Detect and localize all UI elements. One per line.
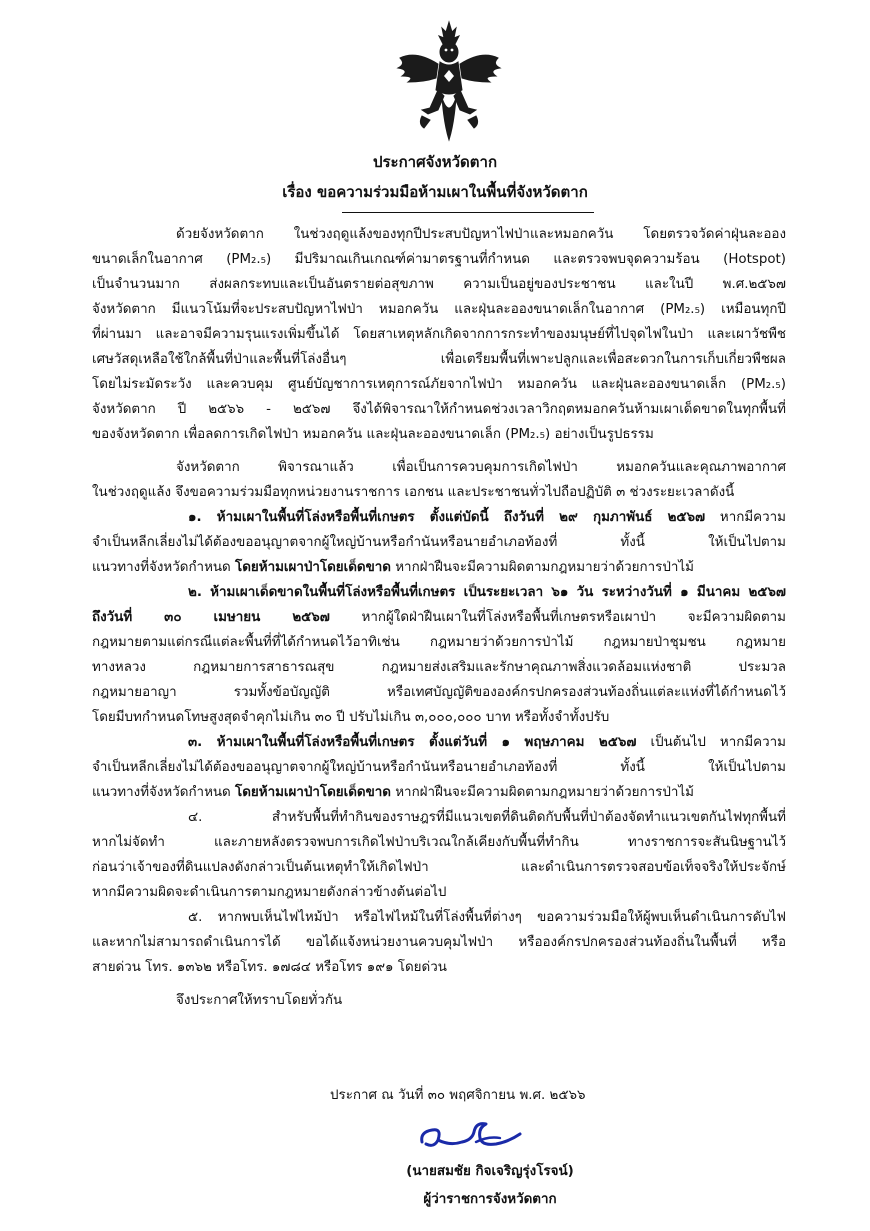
item-2-line: กฎหมายอาญา รวมทั้งข้อบัญญัติ หรือเทศบัญญัติขององค์กรปกครองส่วนท้องถิ่นแต่ละแห่งที่ได้กำหนดไว้ (92, 685, 786, 700)
item-2-line: ทางหลวง กฎหมายการสาธารณสุข กฎหมายส่งเสริมและรักษาคุณภาพสิ่งแวดล้อมแห่งชาติ ประมวล (92, 660, 786, 675)
intro-line: ที่ผ่านมา และอาจมีความรุนแรงเพิ่มขึ้นได้ โดยสาเหตุหลักเกิดจากการกระทำของมนุษย์ที่ไปจุดไฟในป่า และเผาวัชพืช (92, 327, 786, 342)
item-1-emphasis: โดยห้ามเผาป่าโดยเด็ดขาด (235, 560, 391, 575)
item-3-line (92, 780, 786, 805)
intro-line: เศษวัสดุเหลือใช้ใกล้พื้นที่ป่าและพื้นที่โล่งอื่นๆ เพื่อเตรียมพื้นที่เพาะปลูกและเพื่อสะดวกในการเก็บเกี่ยวพืชผล (92, 352, 786, 367)
item-1-tail: หากมีความ (705, 510, 786, 525)
item-4-line: หากไม่จัดทำ และภายหลังตรวจพบการเกิดไฟป่าบริเวณใกล้เคียงกับพื้นที่ทำกิน ทางราชการจะสันนิษฐานไว้ (92, 835, 786, 850)
item-1-lead: ๑. ห้ามเผาในพื้นที่โล่งหรือพื้นที่เกษตร ตั้งแต่บัดนี้ ถึงวันที่ ๒๙ กุมภาพันธ์ ๒๕๖๗ (188, 510, 706, 525)
item-1-text: แนวทางที่จังหวัดกำหนด (92, 560, 236, 575)
item-3-lead: ๓. ห้ามเผาในพื้นที่โล่งหรือพื้นที่เกษตร ตั้งแต่วันที่ ๑ พฤษภาคม ๒๕๖๗ (188, 735, 637, 750)
item-1-line (92, 555, 786, 580)
item-2-line: โดยมีบทกำหนดโทษสูงสุดจำคุกไม่เกิน ๓๐ ปี ปรับไม่เกิน ๓,๐๐๐,๐๐๐ บาท หรือทั้งจำทั้งปรับ (92, 710, 610, 725)
item-5: ๕. หากพบเห็นไฟไหม้ป่า หรือไฟไหม้ในที่โล่งพื้นที่ต่างๆ ขอความร่วมมือให้ผู้พบเห็นดำเนินการดับไฟ (188, 910, 786, 925)
closing-line: จึงประกาศให้ทราบโดยทั่วกัน (176, 993, 343, 1008)
item-2 (92, 580, 786, 605)
consider-line: ในช่วงฤดูแล้ง จึงขอความร่วมมือทุกหน่วยงานราชการ เอกชน และประชาชนทั่วไปถือปฏิบัติ ๓ ช่วงระยะเวลาดังนี้ (92, 485, 735, 500)
item-3-tail: เป็นต้นไป หากมีความ (636, 735, 786, 750)
divider (342, 212, 594, 213)
page-title: ประกาศจังหวัดตาก (372, 153, 498, 171)
intro-line: ขนาดเล็กในอากาศ (PM₂.₅) มีปริมาณเกินเกณฑ์ค่ามาตรฐานที่กำหนด และตรวจพบจุดความร้อน (Hotspot) (92, 252, 786, 267)
item-3 (92, 730, 786, 755)
consider-line: จังหวัดตาก พิจารณาแล้ว เพื่อเป็นการควบคุมการเกิดไฟป่า หมอกควันและคุณภาพอากาศ (176, 460, 786, 475)
item-5-line: สายด่วน โทร. ๑๓๖๒ หรือโทร. ๑๗๘๔ หรือโทร ๑๙๑ โดยด่วน (92, 960, 447, 975)
signer-position: ผู้ว่าราชการจังหวัดตาก (423, 1192, 557, 1207)
intro-line: เป็นจำนวนมาก ส่งผลกระทบและเป็นอันตรายต่อสุขภาพ ความเป็นอยู่ของประชาชน และในปี พ.ศ.๒๕๖๗ (92, 277, 786, 292)
intro-line: จังหวัดตาก ปี ๒๕๖๖ - ๒๕๖๗ จึงได้พิจารณาให้กำหนดช่วงเวลาวิกฤตหมอกควันห้ามเผาเด็ดขาดในทุกพื้นที่ (92, 402, 786, 417)
item-3-line: จำเป็นหลีกเลี่ยงไม่ได้ต้องขออนุญาตจากผู้ใหญ่บ้านหรือกำนันหรือนายอำเภอท้องที่ ทั้งนี้ ให้เป็นไปตาม (92, 760, 786, 775)
garuda-emblem-icon (392, 20, 506, 144)
item-4-line: ก่อนว่าเจ้าของที่ดินแปลงดังกล่าวเป็นต้นเหตุทำให้เกิดไฟป่า และดำเนินการตรวจสอบข้อเท็จจริงให้ประจักษ์ (92, 860, 786, 875)
intro-line: ด้วยจังหวัดตาก ในช่วงฤดูแล้งของทุกปีประสบปัญหาไฟป่าและหมอกควัน โดยตรวจวัดค่าฝุ่นละออง (176, 227, 786, 242)
item-2-text: หากผู้ใดฝ่าฝืนเผาในที่โล่งหรือพื้นที่เกษตรหรือเผาป่า จะมีความผิดตาม (329, 610, 786, 625)
signature-icon (416, 1112, 528, 1156)
intro-line: โดยไม่ระมัดระวัง และควบคุม ศูนย์บัญชาการเหตุการณ์ภัยจากไฟป่า หมอกควัน และฝุ่นละอองขนาดเล็ก (PM₂.₅) (92, 377, 786, 392)
announcement-date: ประกาศ ณ วันที่ ๓๐ พฤศจิกายน พ.ศ. ๒๕๖๖ (330, 1088, 586, 1103)
item-1-text: หากฝ่าฝืนจะมีความผิดตามกฎหมายว่าด้วยการป่าไม้ (390, 560, 694, 575)
item-3-emphasis: โดยห้ามเผาป่าโดยเด็ดขาด (235, 785, 391, 800)
item-5-line: และหากไม่สามารถดำเนินการได้ ขอได้แจ้งหน่วยงานควบคุมไฟป่า หรือองค์กรปกครองส่วนท้องถิ่นในพื้นที่ หรือ (92, 935, 786, 950)
item-2-emphasis: ถึงวันที่ ๓๐ เมษายน ๒๕๖๗ (92, 610, 330, 625)
announcement-body (92, 222, 786, 1013)
item-3-text: หากฝ่าฝืนจะมีความผิดตามกฎหมายว่าด้วยการป่าไม้ (390, 785, 694, 800)
item-2-line: กฎหมายตามแต่กรณีแต่ละพื้นที่ที่ได้กำหนดไว้อาทิเช่น กฎหมายว่าด้วยการป่าไม้ กฎหมายป่าชุมชน กฎหมาย (92, 635, 786, 650)
item-4: ๔. สำหรับพื้นที่ทำกินของราษฎรที่มีแนวเขตที่ดินติดกับพื้นที่ป่าต้องจัดทำแนวเขตกันไฟทุกพื้นที่ (188, 810, 786, 825)
item-1 (92, 505, 786, 530)
intro-line: ของจังหวัดตาก เพื่อลดการเกิดไฟป่า หมอกควัน และฝุ่นละอองขนาดเล็ก (PM₂.₅) อย่างเป็นรูปธรรม (92, 427, 654, 442)
subject-line: เรื่อง ขอความร่วมมือห้ามเผาในพื้นที่จังหวัดตาก (282, 183, 588, 201)
item-3-text: แนวทางที่จังหวัดกำหนด (92, 785, 236, 800)
item-2-line (92, 605, 786, 630)
item-4-line: หากมีความผิดจะดำเนินการตามกฎหมายดังกล่าวข้างต้นต่อไป (92, 885, 447, 900)
item-1-line: จำเป็นหลีกเลี่ยงไม่ได้ต้องขออนุญาตจากผู้ใหญ่บ้านหรือกำนันหรือนายอำเภอท้องที่ ทั้งนี้ ให้เป็นไปตาม (92, 535, 786, 550)
signer-name: (นายสมชัย กิจเจริญรุ่งโรจน์) (406, 1164, 574, 1179)
item-2-lead: ๒. ห้ามเผาเด็ดขาดในพื้นที่โล่งหรือพื้นที่เกษตร เป็นระยะเวลา ๖๑ วัน ระหว่างวันที่ ๑ มีนาคม ๒๕๖๗ (188, 585, 786, 600)
intro-line: จังหวัดตาก มีแนวโน้มที่จะประสบปัญหาไฟป่า หมอกควัน และฝุ่นละอองขนาดเล็กในอากาศ (PM₂.₅) เหมือนทุกปี (92, 302, 786, 317)
